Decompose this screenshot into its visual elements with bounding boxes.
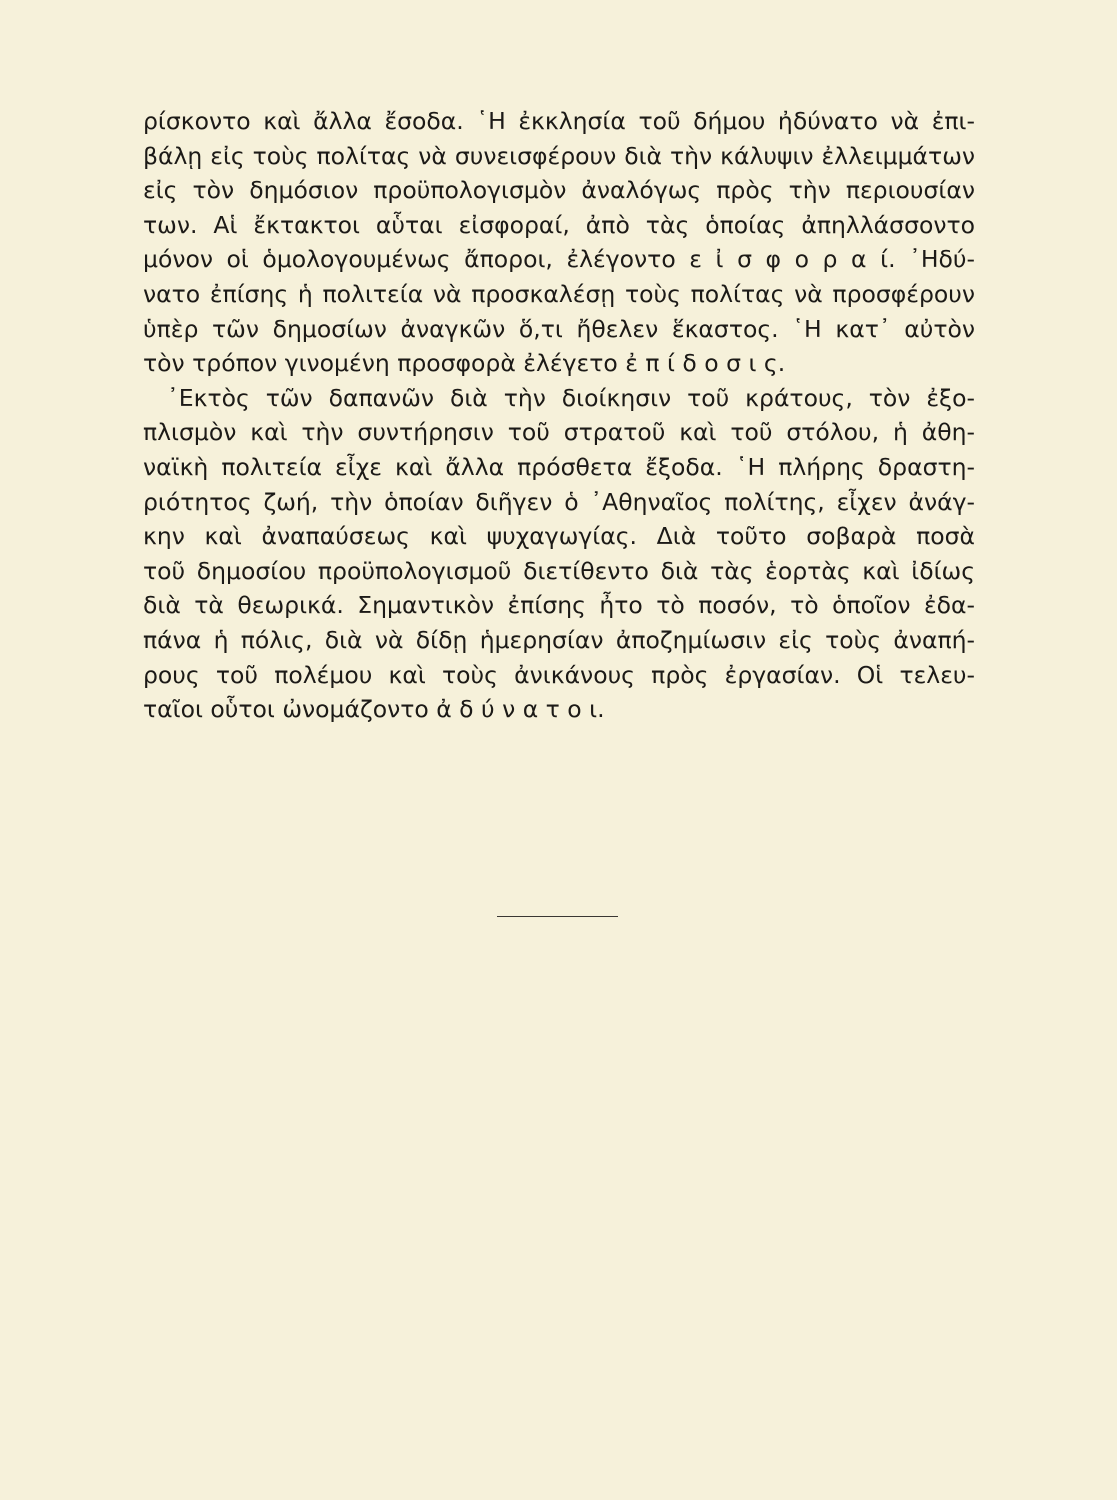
text-line: ριότητος ζωή, τὴν ὁποίαν διῆγεν ὁ ᾿Αθηναῖος πολίτης, εἶχεν ἀνάγ- — [143, 487, 975, 516]
text-line: νατο ἐπίσης ἡ πολιτεία νὰ προσκαλέσῃ τοὺς πολίτας νὰ προσφέρουν — [143, 279, 975, 308]
section-divider — [497, 916, 618, 917]
text-line: τὸν τρόπον γινομένη προσφορὰ ἐλέγετο ἐ π ί δ ο σ ι ς. — [143, 349, 786, 378]
text-line: εἰς τὸν δημόσιον προϋπολογισμὸν ἀναλόγως πρὸς τὴν περιουσίαν — [143, 176, 975, 205]
text-line: ὑπὲρ τῶν δημοσίων ἀναγκῶν ὅ,τι ἤθελεν ἕκαστος. ῾Η κατ᾿ αὐτὸν — [143, 314, 975, 343]
text-line: των. Αἱ ἔκτακτοι αὗται εἰσφοραί, ἀπὸ τὰς ὁποίας ἀπηλλάσσοντο — [143, 210, 975, 239]
body-text — [143, 104, 975, 727]
text-line: κην καὶ ἀναπαύσεως καὶ ψυχαγωγίας. Διὰ τοῦτο σοβαρὰ ποσὰ — [143, 522, 975, 551]
text-line: ρους τοῦ πολέμου καὶ τοὺς ἀνικάνους πρὸς ἐργασίαν. Οἱ τελευ- — [143, 660, 975, 689]
text-line: μόνον οἱ ὁμολογουμένως ἄποροι, ἐλέγοντο ε ἰ σ φ ο ρ α ί. ᾿Ηδύ- — [143, 245, 975, 274]
text-line: ᾿Εκτὸς τῶν δαπανῶν διὰ τὴν διοίκησιν τοῦ κράτους, τὸν ἐξο- — [167, 383, 975, 412]
text-line: πάνα ἡ πόλις, διὰ νὰ δίδῃ ἡμερησίαν ἀποζημίωσιν εἰς τοὺς ἀναπή- — [143, 625, 975, 654]
text-line: βάλῃ εἰς τοὺς πολίτας νὰ συνεισφέρουν διὰ τὴν κάλυψιν ἐλλειμμάτων — [143, 141, 975, 170]
paragraph-2 — [143, 381, 975, 727]
text-line: τοῦ δημοσίου προϋπολογισμοῦ διετίθεντο διὰ τὰς ἑορτὰς καὶ ἰδίως — [143, 556, 975, 585]
paragraph-1 — [143, 104, 975, 381]
text-line: ταῖοι οὗτοι ὠνομάζοντο ἀ δ ύ ν α τ ο ι. — [143, 695, 605, 724]
text-line: πλισμὸν καὶ τὴν συντήρησιν τοῦ στρατοῦ καὶ τοῦ στόλου, ἡ ἀθη- — [143, 418, 975, 447]
text-line: ναϊκὴ πολιτεία εἶχε καὶ ἄλλα πρόσθετα ἔξοδα. ῾Η πλήρης δραστη- — [143, 452, 975, 481]
text-line: ρίσκοντο καὶ ἄλλα ἔσοδα. ῾Η ἐκκλησία τοῦ δήμου ἠδύνατο νὰ ἐπι- — [143, 107, 975, 135]
text-line: διὰ τὰ θεωρικά. Σημαντικὸν ἐπίσης ἦτο τὸ ποσόν, τὸ ὁποῖον ἐδα- — [143, 591, 975, 620]
